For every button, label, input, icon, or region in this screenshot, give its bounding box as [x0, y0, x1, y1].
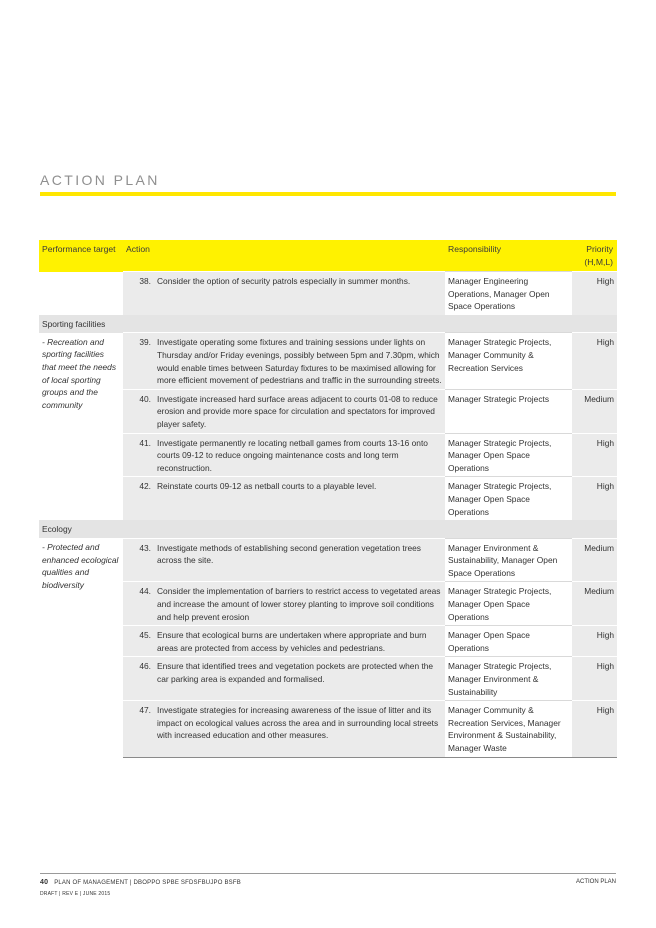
table-row [39, 626, 617, 657]
responsibility-text: Manager Strategic Projects, Manager Environment & Sustainability [445, 657, 572, 701]
table-row [39, 333, 617, 389]
page-number: 40 [40, 879, 49, 886]
footer-rule [40, 873, 616, 874]
responsibility-text: Manager Strategic Projects, Manager Open Space Operations [445, 433, 572, 477]
priority-value: Medium [572, 389, 617, 433]
action-text: Investigate operating some fixtures and training sessions under lights on Thursday and/or Friday evenings, possibly between 5pm and 7.30pm, which would enable times between Saturday fixtures to be maximised allowing for more efficient movement of pedestrians and traffic in the surrounding streets. [154, 333, 445, 389]
responsibility-text: Manager Strategic Projects, Manager Community & Recreation Services [445, 333, 572, 389]
action-number: 39. [123, 333, 154, 389]
priority-value: High [572, 626, 617, 657]
priority-value: High [572, 657, 617, 701]
priority-value: High [572, 333, 617, 389]
priority-value: High [572, 477, 617, 520]
header-responsibility: Responsibility [445, 240, 572, 272]
performance-target-text: - Protected and enhanced ecological qualities and biodiversity [39, 538, 123, 757]
revision-label: DRAFT | REV E | JUNE 2015 [40, 891, 111, 897]
responsibility-text: Manager Engineering Operations, Manager Open Space Operations [445, 272, 572, 315]
action-text: Investigate permanently re locating netball games from courts 13-16 onto courts 09-12 to reduce ongoing maintenance costs and long term reconstruction. [154, 433, 445, 477]
action-text: Investigate strategies for increasing awareness of the issue of litter and its impact on ecological values across the area and in surrounding local streets with increased education and other measures. [154, 701, 445, 757]
table-row [39, 657, 617, 701]
priority-value: High [572, 272, 617, 315]
performance-target-text: - Recreation and sporting facilities that meet the needs of local sporting groups and the community [39, 333, 123, 520]
document-title: PLAN OF MANAGEMENT | DBOPPO SPBE SFDSFBUJPO BSFB [54, 880, 241, 886]
responsibility-text: Manager Environment & Sustainability, Manager Open Space Operations [445, 538, 572, 582]
priority-value: High [572, 433, 617, 477]
responsibility-text: Manager Open Space Operations [445, 626, 572, 657]
action-number: 46. [123, 657, 154, 701]
action-plan-table [39, 240, 617, 758]
action-number: 45. [123, 626, 154, 657]
page-title: ACTION PLAN [40, 172, 160, 188]
section-title: Sporting facilities [39, 315, 617, 333]
table-row [39, 389, 617, 433]
responsibility-text: Manager Strategic Projects, Manager Open Space Operations [445, 477, 572, 520]
section-header-row [39, 520, 617, 538]
table-row [39, 582, 617, 626]
responsibility-text: Manager Strategic Projects, Manager Open Space Operations [445, 582, 572, 626]
performance-target-cell [39, 272, 123, 315]
priority-value: Medium [572, 538, 617, 582]
action-text: Investigate increased hard surface areas adjacent to courts 01-08 to reduce erosion and provide more space for circulation and spectators for improved player safety. [154, 389, 445, 433]
action-number: 42. [123, 477, 154, 520]
action-number: 44. [123, 582, 154, 626]
priority-value: High [572, 701, 617, 757]
title-underline [40, 192, 616, 196]
table-row [39, 433, 617, 477]
header-priority: Priority (H,M,L) [572, 240, 617, 272]
action-number: 43. [123, 538, 154, 582]
action-number: 41. [123, 433, 154, 477]
footer-section-label: ACTION PLAN [575, 879, 616, 885]
action-text: Ensure that identified trees and vegetation pockets are protected when the car parking area is expanded and formalised. [154, 657, 445, 701]
action-text: Consider the implementation of barriers to restrict access to vegetated areas and increase the amount of lower storey planting to improve soil conditions and help prevent erosion [154, 582, 445, 626]
action-number: 47. [123, 701, 154, 757]
table-row [39, 538, 617, 582]
table-row [39, 477, 617, 520]
action-text: Ensure that ecological burns are undertaken where appropriate and burn areas are protected from access by vehicles and pedestrians. [154, 626, 445, 657]
table-row [39, 272, 617, 315]
action-text: Reinstate courts 09-12 as netball courts to a playable level. [154, 477, 445, 520]
header-performance-target: Performance target [39, 240, 123, 272]
action-text: Consider the option of security patrols especially in summer months. [154, 272, 445, 315]
priority-value: Medium [572, 582, 617, 626]
section-title: Ecology [39, 520, 617, 538]
responsibility-text: Manager Community & Recreation Services, Manager Environment & Sustainability, Manager Waste [445, 701, 572, 757]
action-number: 38. [123, 272, 154, 315]
table-row [39, 701, 617, 757]
footer-left [40, 879, 241, 886]
header-action: Action [123, 240, 445, 272]
table-header-row [39, 240, 617, 272]
action-number: 40. [123, 389, 154, 433]
responsibility-text: Manager Strategic Projects [445, 389, 572, 433]
section-header-row [39, 315, 617, 333]
action-text: Investigate methods of establishing second generation vegetation trees across the site. [154, 538, 445, 582]
